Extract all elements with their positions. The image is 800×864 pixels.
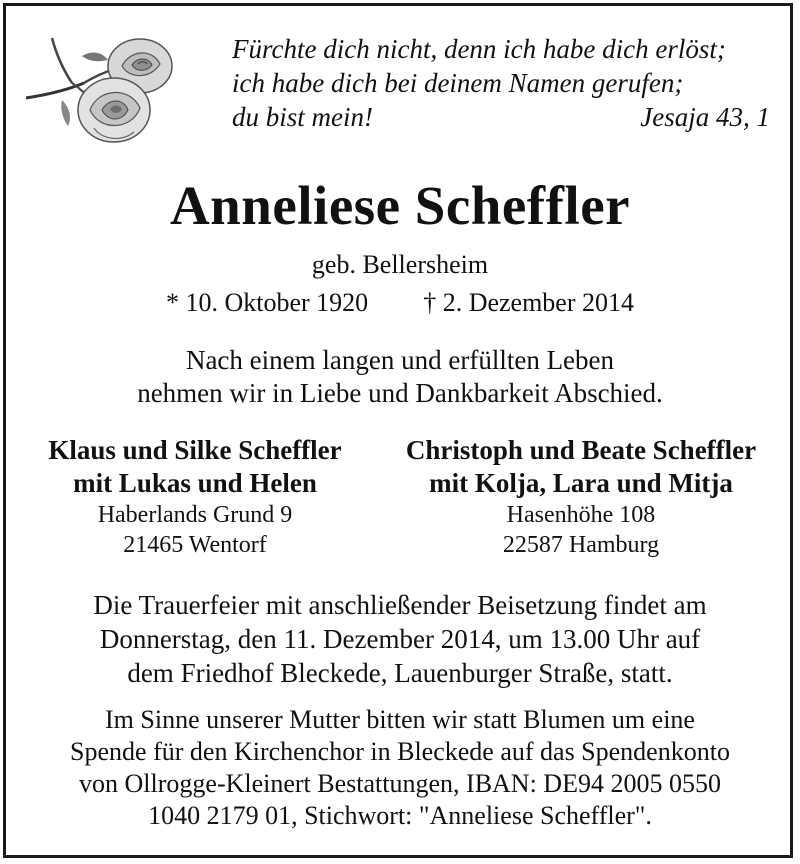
farewell-text: [0, 344, 800, 410]
verse-line: Fürchte dich nicht, denn ich habe dich erlöst;: [232, 34, 726, 64]
verse-line: du bist mein!: [232, 102, 373, 132]
donation-line: Im Sinne unserer Mutter bitten wir statt Blumen um eine: [105, 705, 695, 734]
death-date: † 2. Dezember 2014: [423, 288, 635, 317]
family-street: Haberlands Grund 9: [97, 502, 293, 528]
verse-reference: Jesaja 43, 1: [640, 102, 770, 132]
ceremony-line: Donnerstag, den 11. Dezember 2014, um 13.00 Uhr auf: [99, 624, 701, 654]
family-right: [376, 434, 786, 560]
family-city: 22587 Hamburg: [502, 532, 660, 558]
ceremony-line: dem Friedhof Bleckede, Lauenburger Straße, statt.: [127, 658, 673, 688]
life-dates: [0, 288, 800, 318]
family-left: [20, 434, 370, 560]
family-names: Christoph und Beate Scheffler: [405, 435, 757, 465]
family-street: Hasenhöhe 108: [506, 502, 656, 528]
donation-text: [0, 704, 800, 832]
ceremony-line: Die Trauerfeier mit anschließender Beisetzung findet am: [93, 590, 707, 620]
donation-line: von Ollrogge-Kleinert Bestattungen, IBAN: DE94 2005 0550: [79, 769, 721, 798]
verse-last-line: [232, 100, 770, 134]
donation-line: 1040 2179 01, Stichwort: "Anneliese Scheffler".: [148, 801, 652, 830]
family-children: mit Lukas und Helen: [73, 468, 317, 498]
family-names: Klaus und Silke Scheffler: [48, 435, 342, 465]
verse-line: ich habe dich bei deinem Namen gerufen;: [232, 68, 684, 98]
ceremony-text: [0, 588, 800, 690]
birth-name: geb. Bellersheim: [311, 250, 489, 279]
bible-verse: [232, 32, 772, 134]
rose-icon: [22, 28, 182, 153]
birth-date: * 10. Oktober 1920: [165, 288, 369, 317]
farewell-line: nehmen wir in Liebe und Dankbarkeit Abschied.: [137, 378, 663, 408]
family-city: 21465 Wentorf: [123, 532, 267, 558]
family-children: mit Kolja, Lara und Mitja: [429, 468, 733, 498]
farewell-line: Nach einem langen und erfüllten Leben: [185, 345, 615, 375]
donation-line: Spende für den Kirchenchor in Bleckede auf das Spendenkonto: [70, 737, 730, 766]
deceased-name: Anneliese Scheffler: [169, 175, 631, 236]
